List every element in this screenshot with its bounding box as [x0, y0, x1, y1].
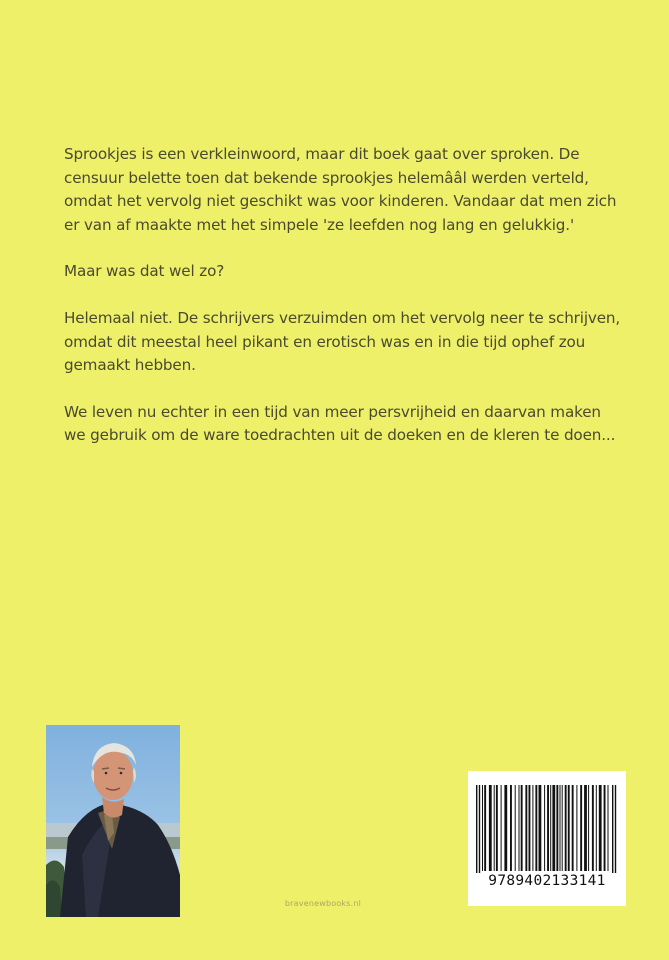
barcode-bar	[592, 785, 594, 871]
barcode-bar	[580, 785, 582, 871]
barcode-bar	[568, 785, 570, 871]
barcode-bar	[560, 785, 561, 871]
barcode-bar	[479, 785, 480, 873]
blurb-paragraph-3: Helemaal niet. De schrijvers verzuimden om het vervolg neer te schrijven, omdat dit meestal heel pikant en erotisch was en in die tijd ophef zou gemaakt hebben.	[64, 308, 621, 375]
isbn-number: 9789402133141	[488, 873, 606, 889]
blurb-text	[64, 143, 624, 471]
barcode-bar	[584, 785, 587, 871]
blurb-paragraph-1: Sprookjes is een verkleinwoord, maar dit boek gaat over sproken. De censuur belette toen dat bekende sprookjes helemââl werden verteld, omdat het vervolg niet geschikt was voor kinderen. Vandaar dat men zich er van af maakte met het simpele 'ze leefden nog lang en gelukkig.'	[64, 145, 617, 234]
barcode-bar	[532, 785, 533, 871]
barcode-bar	[588, 785, 589, 871]
publisher-url: bravenewbooks.nl	[284, 899, 362, 908]
barcode-bar	[519, 785, 520, 871]
barcode-bar	[576, 785, 577, 871]
barcode-bar	[529, 785, 531, 871]
barcode-bar	[552, 785, 555, 871]
barcode-bar	[510, 785, 512, 871]
barcode-bar	[544, 785, 545, 871]
barcode-bar	[494, 785, 495, 871]
author-portrait-image	[46, 725, 180, 917]
barcode-bar	[539, 785, 542, 871]
barcode-bar	[476, 785, 477, 873]
barcode-bar	[550, 785, 551, 871]
barcode-bar	[515, 785, 516, 871]
barcode-bar	[525, 785, 527, 871]
author-photo	[46, 725, 180, 917]
barcode-bar	[496, 785, 498, 871]
barcode-bars	[474, 785, 620, 873]
barcode-bar	[562, 785, 563, 871]
barcode-bar	[556, 785, 558, 871]
blurb-paragraph-2: Maar was dat wel zo?	[64, 262, 225, 281]
barcode-bar	[484, 785, 486, 871]
barcode-bar	[599, 785, 602, 871]
barcode-bar	[596, 785, 597, 871]
barcode-bar	[547, 785, 549, 871]
barcode-bar	[482, 785, 483, 871]
barcode-bar	[501, 785, 502, 871]
barcode-bar	[572, 785, 574, 871]
barcode-bar	[604, 785, 606, 871]
barcode-bar	[489, 785, 492, 871]
isbn-barcode	[468, 771, 626, 906]
barcode-bar	[615, 785, 616, 873]
barcode-bar	[504, 785, 507, 871]
barcode-bar	[535, 785, 537, 871]
barcode-bar	[612, 785, 613, 873]
barcode-bar	[521, 785, 523, 871]
barcode-bar	[608, 785, 609, 871]
blurb-paragraph-4: We leven nu echter in een tijd van meer persvrijheid en daarvan maken we gebruik om de ware toedrachten uit de doeken en de kleren te doen...	[64, 402, 616, 445]
barcode-bar	[565, 785, 567, 871]
